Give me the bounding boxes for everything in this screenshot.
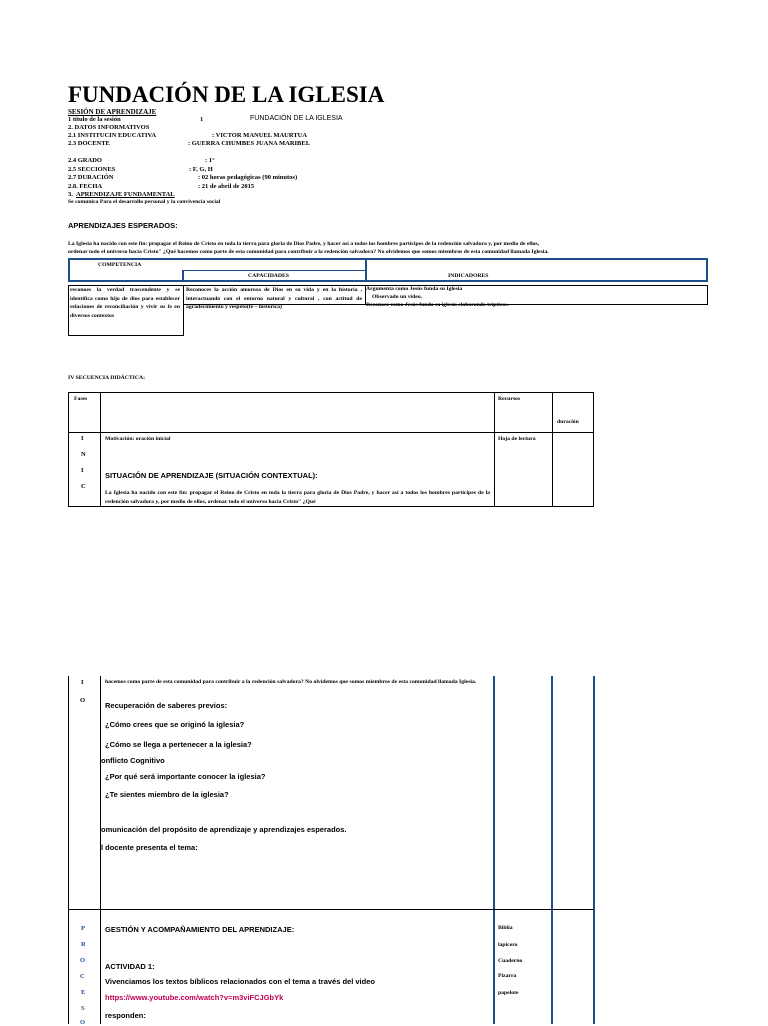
inicio-letter: C	[81, 483, 86, 490]
grado-label: 2.4 GRADO	[68, 157, 102, 164]
aprendizaje-label: APRENDIZAJE FUNDAMENTAL	[76, 191, 175, 198]
recurso-item: Biblia	[498, 925, 513, 931]
question-4: ¿Te sientes miembro de la iglesia?	[105, 790, 229, 799]
institucion-value: : VICTOR MANUEL MAURTUA	[212, 132, 308, 139]
title-value: FUNDACIÓN DE LA IGLESIA	[250, 115, 343, 122]
duracion-label: 2.7 DURACIÓN	[68, 174, 114, 181]
header-duracion: duración	[557, 419, 579, 425]
institucion-label: 2.1 INSTITUCIN EDUCATIVA	[68, 132, 157, 139]
motivacion-text: Motivación: oración inicial	[105, 436, 171, 442]
continuation-text: hacemos como parte de esta comunidad para contribuir a la redención salvadora? No olvidemos que somos miembros de esta comunidad llamada Iglesia.	[105, 679, 477, 685]
recurso-item: lapicero	[498, 942, 518, 948]
proceso-letter: S	[81, 1005, 85, 1012]
inicio-letter: N	[81, 451, 86, 458]
datos-heading: 2. DATOS INFORMATIVOS	[68, 124, 150, 131]
gestion-heading: GESTIÓN Y ACOMPAÑAMIENTO DEL APRENDIZAJE:	[105, 925, 295, 934]
docente-value: : GUERRA CHUMBES JUANA MARIBEL	[188, 140, 311, 147]
situacion-text: La Iglesia ha nacido con este fin: propagar el Reino de Cristo en toda la tierra para gloria de Dios Padre, y hacer así a todos los hombres partícipes de la redención salvadora y, por medio de ellos, ordenar todo el universo hacia Cristo" ¿Qué	[105, 490, 490, 505]
intro-line-1: La Iglesia ha nacido con este fin: propagar el Reino de Cristo en toda la tierra para gloria de Dios Padre, y hacer así a todos los hombres partícipes de la redención salvadora y, por medio de ellos,	[68, 241, 539, 247]
capacidades-text: Reconoces la acción amorosa de Dios en su vida y en la historia , interactuando con el entorno natural y cultural , con actitud de agradecimiento y respeto(fe – histórica)	[186, 287, 362, 311]
header-capacidades: CAPACIDADES	[248, 273, 289, 279]
vivenciamos-text: Vivenciamos los textos bíblicos relacionados con el tema a través del video	[105, 977, 375, 986]
intro-line-2: ordenar todo el universo hacia Cristo" ¿Qué hacemos como parte de esta comunidad para contribuir a la redención salvadora? No olvidemos que somos miembros de esta comunidad llamada Iglesia.	[68, 249, 549, 255]
actividad-heading: ACTIVIDAD 1:	[105, 962, 155, 971]
inicio-letter: O	[80, 697, 86, 704]
aprendizaje-num: 3.	[68, 191, 73, 198]
responden-text: responden:	[105, 1011, 146, 1020]
proceso-letter: E	[81, 989, 86, 996]
indicador-1: Argumenta como Jesús funda su Iglesia	[366, 286, 463, 292]
situacion-heading: SITUACIÓN DE APRENDIZAJE (SITUACIÓN CONTEXTUAL):	[105, 471, 318, 480]
comunicacion-text: omunicación del propósito de aprendizaje y aprendizajes esperados.	[101, 825, 347, 834]
indicador-2: Observado un video.	[372, 294, 423, 300]
recurso-hoja: Hoja de lectura	[498, 436, 536, 442]
docente-label: 2.3 DOCENTE	[68, 140, 110, 147]
grado-value: : 1°	[205, 157, 215, 164]
competencia-text: reconoes la verdad trascendente y se identifica como hijo de dios para establecer relaciones de reconciliación y vivir su fe en diversos contextos	[70, 287, 180, 319]
proceso-letter: O	[80, 957, 86, 964]
competencias-table	[68, 258, 708, 282]
aprendizaje-text: Se comunica Para el desarrollo personal y la convivencia social	[68, 199, 221, 205]
recurso-item: Cuaderno	[498, 958, 523, 964]
indicador-3: Reconoce como Jesús funda su iglesia elaborando trípticos.	[366, 302, 509, 308]
title-separator: 1	[200, 116, 204, 123]
proceso-letter: R	[81, 941, 86, 948]
page-title: FUNDACIÓN DE LA IGLESIA	[68, 82, 385, 107]
secuencia-heading: IV SECUENCIA DIDÁCTICA:	[68, 375, 146, 381]
recuperacion-heading: Recuperación de saberes previos:	[105, 701, 228, 710]
proceso-letter: C	[80, 973, 85, 980]
header-recursos: Recursos	[498, 396, 521, 402]
secuencia-table-2	[68, 676, 69, 1024]
docente-presenta: l docente presenta el tema:	[101, 843, 198, 852]
title-label: 1 título de la sesión	[68, 116, 121, 123]
duracion-value: : 02 horas pedagógicas (90 minutos)	[198, 174, 298, 181]
secciones-value: : F, G, H	[189, 166, 213, 173]
header-fases: Fases	[74, 396, 88, 402]
session-heading: SESIÓN DE APRENDIZAJE	[68, 108, 157, 116]
fecha-label: 2.8. FECHA	[68, 183, 103, 190]
secciones-label: 2.5 SECCIONES	[68, 166, 116, 173]
video-link[interactable]: https://www.youtube.com/watch?v=m3viFCJGbYk	[105, 993, 284, 1002]
recurso-item: Pizarra	[498, 973, 517, 979]
inicio-letter: I	[81, 435, 84, 442]
proceso-letter: P	[81, 925, 85, 932]
question-1: ¿Cómo crees que se originó la iglesia?	[105, 720, 245, 729]
conflicto-heading: onflicto Cognitivo	[101, 756, 165, 765]
recurso-item: papelote	[498, 990, 519, 996]
header-competencia: COMPETENCIA	[98, 262, 142, 268]
aprendizajes-heading: APRENDIZAJES ESPERADOS:	[68, 221, 178, 230]
fecha-value: : 21 de abril de 2015	[198, 183, 255, 190]
question-2: ¿Cómo se llega a pertenecer a la iglesia?	[105, 740, 252, 749]
inicio-letter: I	[81, 679, 84, 686]
proceso-letter: O	[80, 1019, 86, 1026]
question-3: ¿Por qué será importante conocer la iglesia?	[105, 772, 266, 781]
inicio-letter: I	[81, 467, 84, 474]
header-indicadores: INDICADORES	[448, 273, 489, 279]
